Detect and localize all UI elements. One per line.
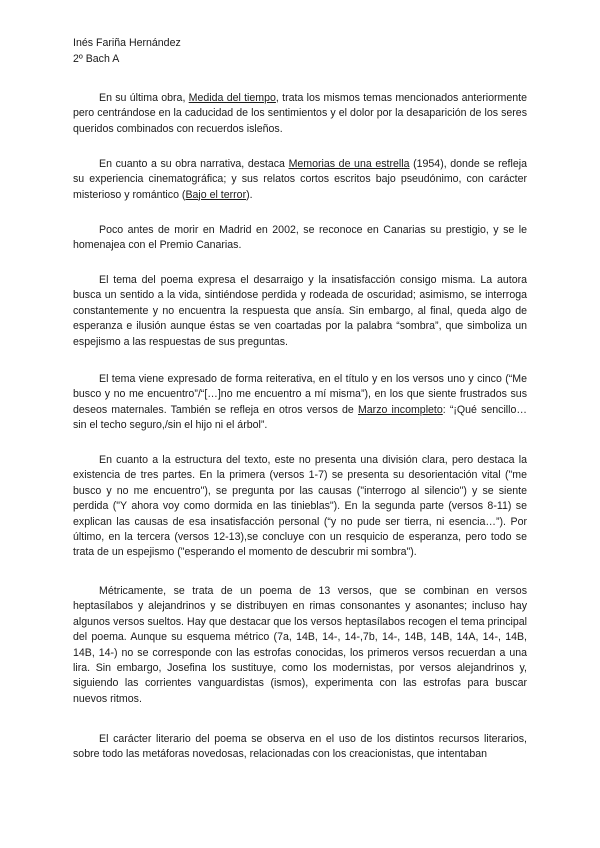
- paragraph-metrica: Métricamente, se trata de un poema de 13 versos, que se combinan en versos heptasílabos y alejandrinos y se distribuyen en rimas consonantes y asonantes; incluso hay algunos versos sueltos. Hay que destacar que los versos heptasílabos recogen el tema principal del poema. Aunque su esquema métrico (7a, 14B, 14-, 14-,7b, 14-, 14B, 14B, 14A, 14-, 14B, 14B, 14-) no se corresponde con las estrofas conocidas, los primeros versos recuerdan a una lira. Sin embargo, Josefina los sustituye, como los modernistas, por versos alejandrinos y, siguiendo las corrientes vanguardistas (ismos), experimenta con las estrofas para buscar nuevos ritmos.: [73, 585, 527, 705]
- paragraph-medida-del-tiempo: [73, 91, 527, 137]
- book-title-medida-del-tiempo: Medida del tiempo: [188, 92, 276, 104]
- author-name: Inés Fariña Hernández: [73, 37, 181, 49]
- document-header: [73, 35, 181, 67]
- paragraph-text: : “¡Qué sencillo… sin el techo seguro,/sin el hijo ni el árbol”.: [73, 403, 528, 432]
- paragraph-text: ).: [246, 188, 253, 201]
- book-title-memorias: Memorias de una estrella: [288, 158, 410, 170]
- paragraph-estructura: En cuanto a la estructura del texto, este no presenta una división clara, pero destaca la existencia de tres partes. En la primera (versos 1-7) se presenta su desorientación vital ("me busco y no me encuentro"), se pregunta por las causas ("interrogo al silencio") y se siente perdida ("Y ahora voy como dormida en las tinieblas"). En la segunda parte (versos 8-11) se explican las causas de esa insatisfacción personal (“y no pude ser tierra, ni esencia…”). Por último, en la tercera (versos 12-13),se concluye con un resquicio de esperanza, pero todo se trata de un espejismo ("esperando el momento de descubrir mi sombra").: [73, 454, 527, 559]
- paragraph-text: El tema viene expresado de forma reiterativa, en el título y en los versos uno y cinco (“Me busco y no me encuentro”/“[…]no me encuentro a mí misma”), en los que siente frustrados sus deseos maternales. También se refleja en otros versos de: [73, 373, 527, 416]
- paragraph-obra-narrativa: [73, 157, 527, 203]
- paragraph-text: , trata los mismos temas mencionados anteriormente pero centrándose en la caducidad de los sentimientos y el dolor por la desaparición de los seres queridos combinados con recuerdos isleños.: [73, 92, 527, 135]
- paragraph-text: (1954), donde se refleja su experiencia cinematográfica; y sus relatos cortos escritos bajo pseudónimo, con carácter misterioso y romántico (: [73, 158, 527, 201]
- paragraph-caracter-literario: El carácter literario del poema se observa en el uso de los distintos recursos literarios, sobre todo las metáforas novedosas, relacionadas con los creacionistas, que intentaban: [73, 733, 527, 761]
- book-title-bajo-el-terror: Bajo el terror: [185, 188, 247, 201]
- course-label: 2º Bach A: [73, 53, 120, 65]
- book-title-marzo-incompleto: Marzo incompleto: [357, 403, 443, 416]
- paragraph-premio-canarias: Poco antes de morir en Madrid en 2002, se reconoce en Canarias su prestigio, y se le homenajea con el Premio Canarias.: [73, 224, 527, 252]
- paragraph-tema-reiterativo: [73, 372, 527, 434]
- paragraph-text: En cuanto a su obra narrativa, destaca: [99, 158, 289, 170]
- paragraph-text: En su última obra,: [99, 92, 189, 104]
- paragraph-tema: El tema del poema expresa el desarraigo y la insatisfacción consigo misma. La autora busca un sentido a la vida, sintiéndose perdida y rodeada de oscuridad; asimismo, se interroga constantemente y no encuentra la respuesta que ansía. Sin embargo, al final, queda algo de esperanza e ilusión aunque éstas se ven coartadas por la palabra “sombra”, que simboliza un espejismo a las respuestas de sus preguntas.: [73, 274, 527, 348]
